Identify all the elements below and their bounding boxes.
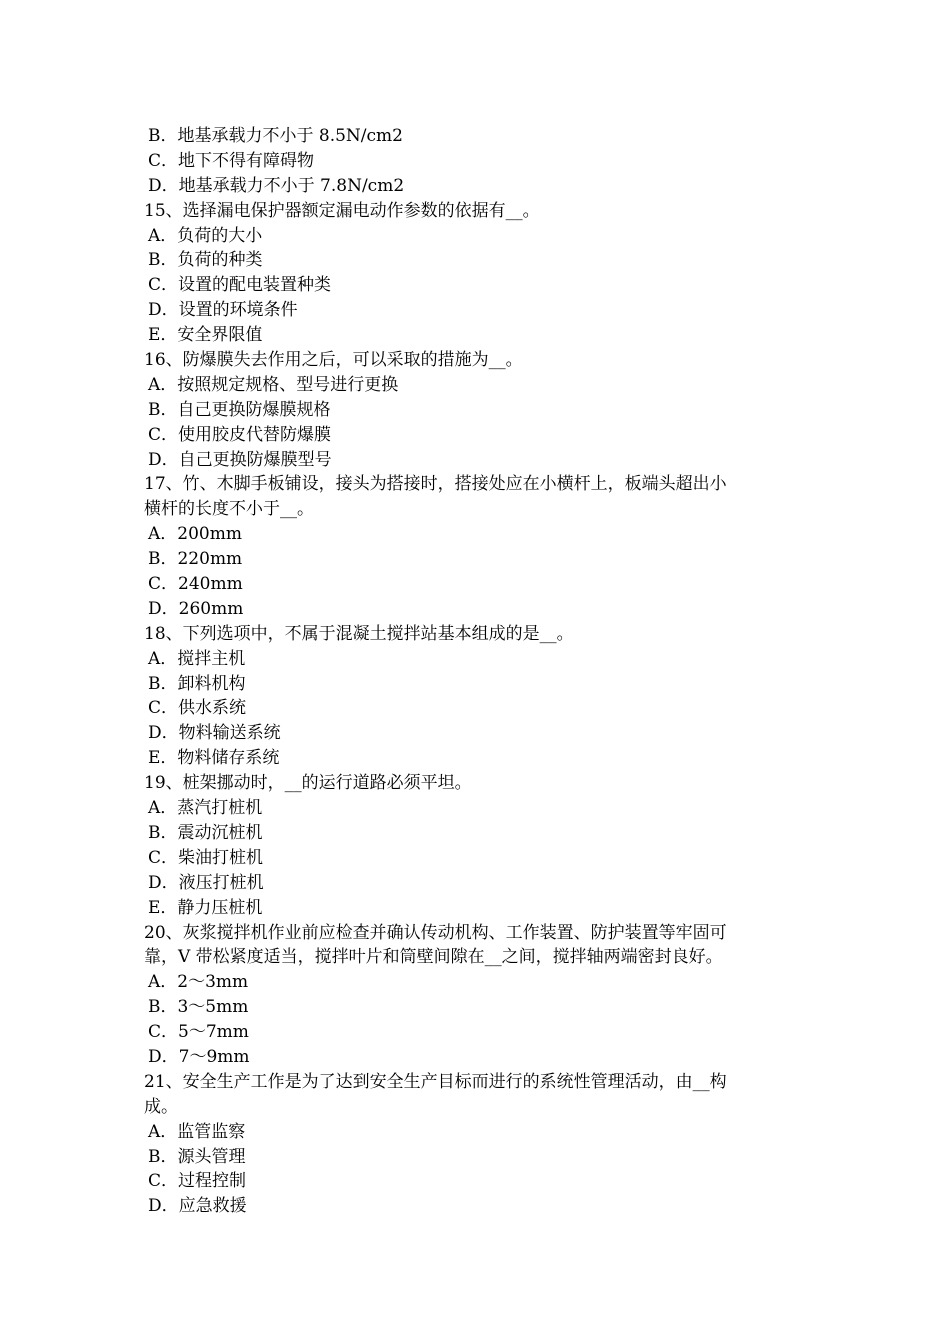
answer-option: E．安全界限值 — [148, 325, 263, 346]
answer-option: D．设置的环境条件 — [148, 300, 298, 321]
answer-option: C．5～7mm — [148, 1022, 249, 1043]
question-text: 成。 — [144, 1096, 178, 1117]
answer-option: B．地基承载力不小于 8.5N/cm2 — [148, 126, 403, 146]
answer-option: C．供水系统 — [148, 698, 247, 719]
question-text: 靠，V 带松紧度适当，搅拌叶片和筒壁间隙在__之间，搅拌轴两端密封良好。 — [144, 947, 723, 968]
answer-option: B．负荷的种类 — [148, 250, 263, 271]
question-text: 17、竹、木脚手板铺设，接头为搭接时，搭接处应在小横杆上，板端头超出小 — [144, 474, 727, 495]
answer-option: A．监管监察 — [148, 1121, 246, 1142]
answer-option: B．3～5mm — [148, 997, 249, 1018]
document-page — [144, 124, 814, 1219]
answer-option: D．地基承载力不小于 7.8N/cm2 — [148, 175, 405, 196]
answer-option: C．设置的配电装置种类 — [148, 275, 332, 296]
answer-option: C．过程控制 — [148, 1171, 247, 1192]
answer-option: D．应急救援 — [148, 1196, 247, 1217]
answer-option: D．液压打桩机 — [148, 872, 264, 893]
answer-option: A．蒸汽打桩机 — [148, 798, 263, 819]
answer-option: C．地下不得有障碍物 — [148, 150, 315, 171]
question-text: 20、灰浆搅拌机作业前应检查并确认传动机构、工作装置、防护装置等牢固可 — [144, 922, 727, 943]
answer-option: A．2～3mm — [148, 972, 249, 993]
question-text: 18、下列选项中，不属于混凝土搅拌站基本组成的是__。 — [144, 623, 574, 644]
answer-option: A．负荷的大小 — [148, 225, 263, 246]
answer-option: E．静力压桩机 — [148, 897, 263, 918]
answer-option: B．震动沉桩机 — [148, 822, 263, 843]
question-text: 19、桩架挪动时，__的运行道路必须平坦。 — [144, 773, 472, 794]
answer-option: A．按照规定规格、型号进行更换 — [148, 374, 399, 395]
question-text: 15、选择漏电保护器额定漏电动作参数的依据有__。 — [144, 200, 540, 221]
answer-option: C．柴油打桩机 — [148, 847, 264, 868]
answer-option: C．使用胶皮代替防爆膜 — [148, 424, 332, 445]
answer-option: D．7～9mm — [148, 1046, 250, 1067]
question-text: 横杆的长度不小于__。 — [144, 499, 314, 520]
answer-option: C．240mm — [148, 574, 243, 595]
answer-option: A．200mm — [148, 524, 242, 545]
answer-option: A．搅拌主机 — [148, 648, 246, 669]
answer-option: D．物料输送系统 — [148, 723, 281, 744]
answer-option: B．自己更换防爆膜规格 — [148, 399, 331, 420]
question-text: 16、防爆膜失去作用之后，可以采取的措施为__。 — [144, 350, 523, 371]
answer-option: D．260mm — [148, 598, 244, 619]
answer-option: B．卸料机构 — [148, 673, 246, 694]
answer-option: D．自己更换防爆膜型号 — [148, 449, 332, 470]
answer-option: B．源头管理 — [148, 1146, 246, 1167]
answer-option: E．物料储存系统 — [148, 748, 280, 769]
question-text: 21、安全生产工作是为了达到安全生产目标而进行的系统性管理活动，由__构 — [144, 1071, 727, 1092]
answer-option: B．220mm — [148, 549, 243, 570]
